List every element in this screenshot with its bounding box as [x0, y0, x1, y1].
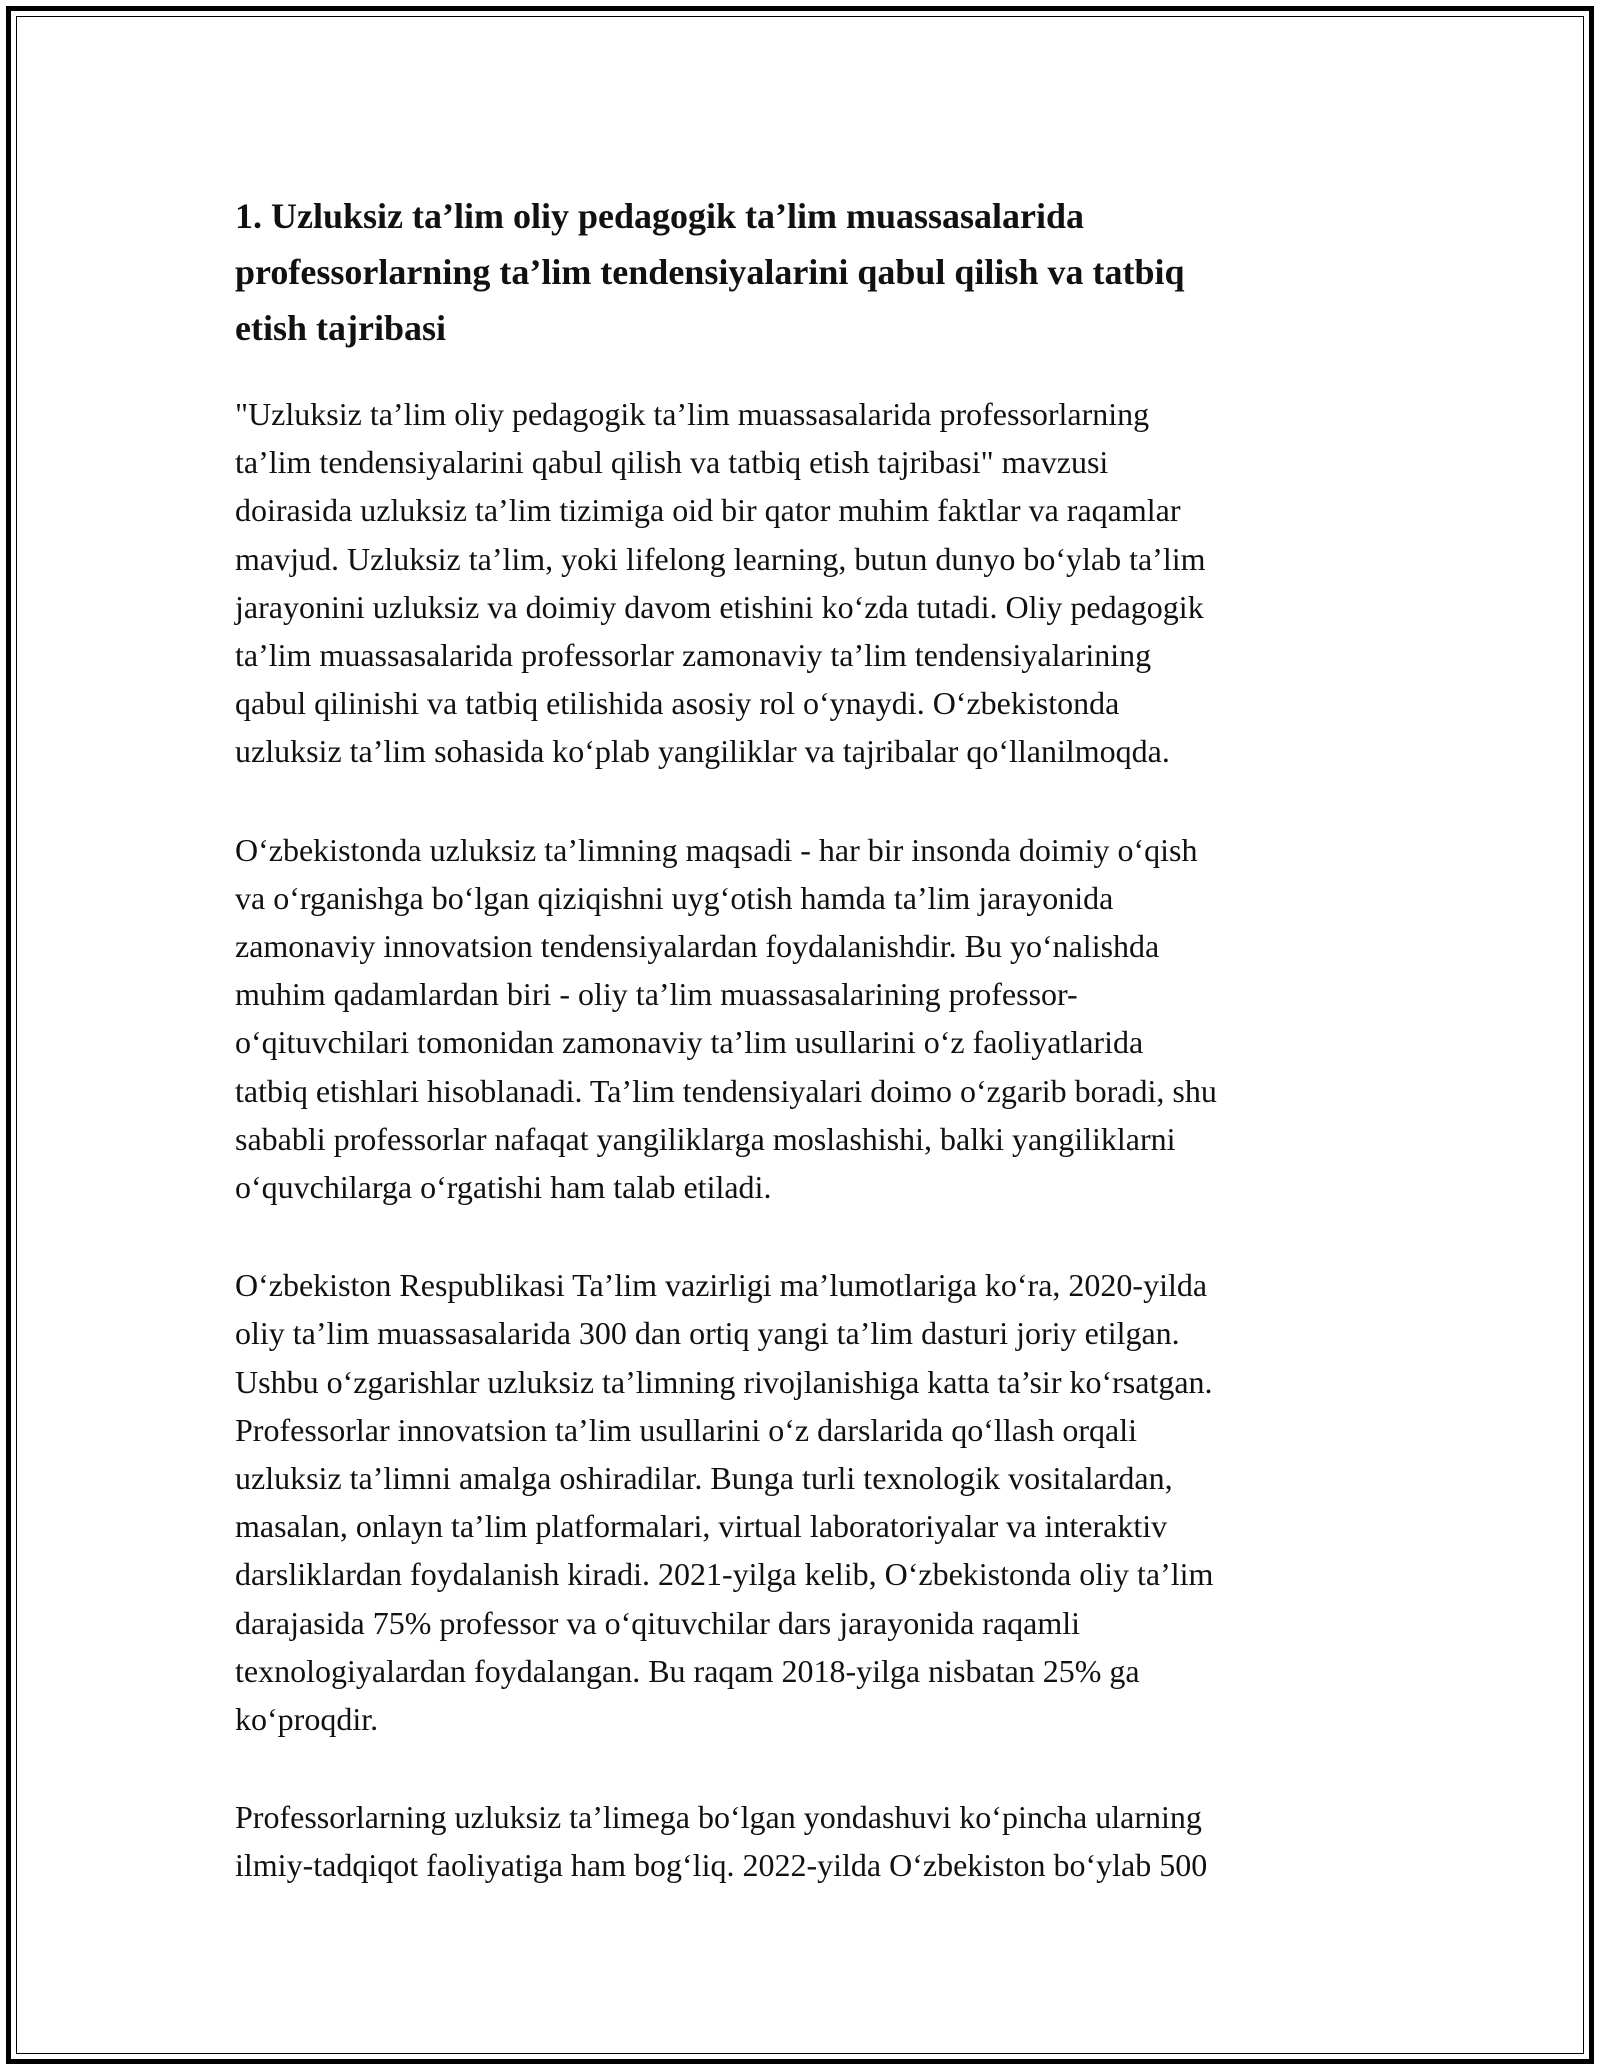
text-line: darsliklardan foydalanish kiradi. 2021-yilga kelib, O‘zbekistonda oliy ta’lim — [235, 1556, 1214, 1593]
text-line: zamonaviy innovatsion tendensiyalardan foydalanishdir. Bu yo‘nalishda — [235, 928, 1160, 965]
text-line: ta’lim muassasalarida professorlar zamonaviy ta’lim tendensiyalarining — [235, 637, 1152, 674]
text-line: Professorlarning uzluksiz ta’limega bo‘lgan yondashuvi ko‘pincha ularning — [235, 1799, 1202, 1836]
paragraph-research — [235, 1793, 1370, 1889]
text-line: darajasida 75% professor va o‘qituvchilar dars jarayonida raqamli — [235, 1604, 1081, 1641]
document-body — [235, 188, 1370, 1940]
text-line: Professorlar innovatsion ta’lim usullarini o‘z darslarida qo‘llash orqali — [235, 1411, 1137, 1448]
heading-line: etish tajribasi — [235, 308, 446, 348]
text-line: o‘quvchilarga o‘rgatishi ham talab etiladi. — [235, 1169, 772, 1206]
text-line: uzluksiz ta’limni amalga oshiradilar. Bunga turli texnologik vositalardan, — [235, 1460, 1173, 1497]
text-line: va o‘rganishga bo‘lgan qiziqishni uyg‘otish hamda ta’lim jarayonida — [235, 879, 1114, 916]
text-line: texnologiyalardan foydalangan. Bu raqam 2018-yilga nisbatan 25% ga — [235, 1652, 1140, 1689]
text-line: ta’lim tendensiyalarini qabul qilish va tatbiq etish tajribasi" mavzusi — [235, 444, 1109, 481]
text-line: o‘qituvchilari tomonidan zamonaviy ta’lim usullarini o‘z faoliyatlarida — [235, 1024, 1144, 1061]
text-line: ilmiy-tadqiqot faoliyatiga ham bog‘liq. 2022-yilda O‘zbekiston bo‘ylab 500 — [235, 1847, 1208, 1884]
heading-line: 1. Uzluksiz ta’lim oliy pedagogik ta’lim muassasalarida — [235, 196, 1085, 236]
paragraph-goals — [235, 826, 1370, 1212]
section-heading — [235, 188, 1370, 356]
text-line: jarayonini uzluksiz va doimiy davom etishini ko‘zda tutadi. Oliy pedagogik — [235, 588, 1204, 625]
text-line: doirasida uzluksiz ta’lim tizimiga oid bir qator muhim faktlar va raqamlar — [235, 492, 1181, 529]
text-line: Ushbu o‘zgarishlar uzluksiz ta’limning rivojlanishiga katta ta’sir ko‘rsatgan. — [235, 1363, 1213, 1400]
text-line: oliy ta’lim muassasalarida 300 dan ortiq yangi ta’lim dasturi joriy etilgan. — [235, 1315, 1180, 1352]
paragraph-statistics — [235, 1261, 1370, 1743]
text-line: qabul qilinishi va tatbiq etilishida asosiy rol o‘ynaydi. O‘zbekistonda — [235, 685, 1120, 722]
paragraph-intro — [235, 390, 1370, 776]
heading-line: professorlarning ta’lim tendensiyalarini qabul qilish va tatbiq — [235, 252, 1185, 292]
text-line: uzluksiz ta’lim sohasida ko‘plab yangiliklar va tajribalar qo‘llanilmoqda. — [235, 733, 1170, 770]
text-line: mavjud. Uzluksiz ta’lim, yoki lifelong learning, butun dunyo bo‘ylab ta’lim — [235, 540, 1206, 577]
text-line: tatbiq etishlari hisoblanadi. Ta’lim tendensiyalari doimo o‘zgarib boradi, shu — [235, 1072, 1217, 1109]
text-line: muhim qadamlardan biri - oliy ta’lim muassasalarining professor- — [235, 976, 1078, 1013]
text-line: O‘zbekiston Respublikasi Ta’lim vazirligi ma’lumotlariga ko‘ra, 2020-yilda — [235, 1267, 1208, 1304]
text-line: sababli professorlar nafaqat yangiliklarga moslashishi, balki yangiliklarni — [235, 1120, 1176, 1157]
text-line: O‘zbekistonda uzluksiz ta’limning maqsadi - har bir insonda doimiy o‘qish — [235, 831, 1198, 868]
text-line: masalan, onlayn ta’lim platformalari, virtual laboratoriyalar va interaktiv — [235, 1508, 1168, 1545]
text-line: "Uzluksiz ta’lim oliy pedagogik ta’lim muassasalarida professorlarning — [235, 396, 1150, 432]
text-line: ko‘proqdir. — [235, 1701, 379, 1738]
